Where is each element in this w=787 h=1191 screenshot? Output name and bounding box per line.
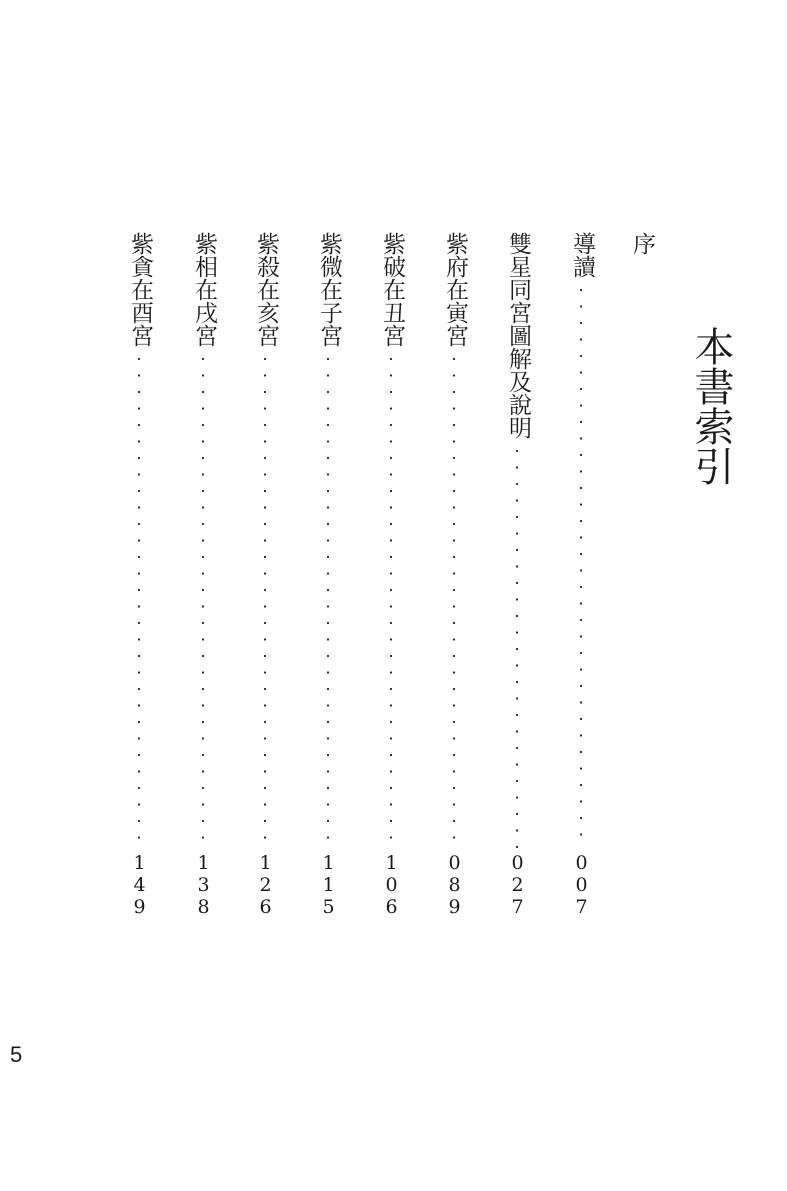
leader-dot — [138, 424, 140, 426]
leader-dot — [138, 754, 140, 756]
toc-page-number: 126 — [254, 852, 277, 918]
leader-dot — [580, 817, 582, 819]
leader-dot — [390, 836, 392, 838]
leader-dot — [138, 605, 140, 607]
toc-entry-label: 紫貪在酉宮 — [127, 232, 153, 347]
leader-dot — [138, 688, 140, 690]
leader-dot — [580, 619, 582, 621]
leader-dot — [327, 605, 329, 607]
leader-dot — [264, 820, 266, 822]
leader-dot — [264, 506, 266, 508]
leader-dot — [202, 374, 204, 376]
leader-dot — [453, 358, 455, 360]
leader-dot — [390, 671, 392, 673]
leader-dot — [264, 440, 266, 442]
leader-dot — [516, 780, 518, 782]
leader-dot — [516, 846, 518, 848]
leader-dot — [138, 704, 140, 706]
leader-dot — [327, 523, 329, 525]
leader-dot — [516, 648, 518, 650]
leader-dot — [327, 473, 329, 475]
leader-dot — [390, 589, 392, 591]
leader-dot — [453, 457, 455, 459]
leader-dot — [390, 820, 392, 822]
leader-dot — [327, 490, 329, 492]
folio-page-number: 5 — [10, 1042, 23, 1067]
leader-dot — [327, 556, 329, 558]
leader-dot — [264, 572, 266, 574]
leader-dot — [390, 374, 392, 376]
leader-dot — [516, 829, 518, 831]
leader-dot — [580, 470, 582, 472]
leader-dot — [264, 473, 266, 475]
leader-dot — [138, 490, 140, 492]
leader-dot — [264, 523, 266, 525]
leader-dot — [202, 523, 204, 525]
leader-dot — [453, 836, 455, 838]
leader-dot — [327, 407, 329, 409]
leader-dot — [453, 655, 455, 657]
leader-dot — [327, 820, 329, 822]
leader-dot — [202, 803, 204, 805]
leader-dot — [390, 490, 392, 492]
leader-dot — [390, 457, 392, 459]
leader-dot — [580, 569, 582, 571]
leader-dot — [202, 787, 204, 789]
leader-dot — [580, 602, 582, 604]
leader-dot — [327, 688, 329, 690]
toc-entry-label: 紫微在子宮 — [316, 232, 342, 347]
leader-dot — [516, 631, 518, 633]
leader-dot — [453, 704, 455, 706]
leader-dot — [453, 688, 455, 690]
leader-dot — [580, 652, 582, 654]
leader-dot — [202, 836, 204, 838]
leader-dot — [327, 539, 329, 541]
leader-dot — [580, 685, 582, 687]
leader-dot — [580, 833, 582, 835]
leader-dot — [516, 582, 518, 584]
leader-dot — [516, 714, 518, 716]
leader-dot — [516, 730, 518, 732]
leader-dot — [138, 374, 140, 376]
leader-dot — [580, 305, 582, 307]
leader-dot — [202, 556, 204, 558]
leader-dot — [138, 358, 140, 360]
leader-dot — [453, 737, 455, 739]
leader-dot — [202, 424, 204, 426]
leader-dot — [327, 506, 329, 508]
toc-page-number: 089 — [443, 852, 466, 918]
leader-dot — [327, 655, 329, 657]
leader-dot — [264, 391, 266, 393]
leader-dot — [453, 803, 455, 805]
leader-dot — [202, 737, 204, 739]
leader-dot — [516, 483, 518, 485]
leader-dot — [580, 322, 582, 324]
leader-dot — [390, 638, 392, 640]
leader-dot — [327, 358, 329, 360]
leader-dot — [138, 407, 140, 409]
leader-dot — [202, 638, 204, 640]
leader-dot — [580, 404, 582, 406]
leader-dot — [390, 358, 392, 360]
leader-dot — [264, 622, 266, 624]
leader-dot — [390, 407, 392, 409]
leader-dot — [138, 737, 140, 739]
leader-dot — [264, 556, 266, 558]
toc-title-text: 本書索引 — [688, 326, 734, 486]
leader-dot — [202, 391, 204, 393]
leader-dot — [138, 787, 140, 789]
leader-dot — [453, 721, 455, 723]
leader-dot — [580, 338, 582, 340]
leader-dot — [580, 421, 582, 423]
leader-dot — [327, 737, 329, 739]
leader-dot — [138, 638, 140, 640]
leader-dot — [327, 770, 329, 772]
leader-dot — [138, 556, 140, 558]
leader-dot — [453, 506, 455, 508]
leader-dot — [390, 721, 392, 723]
leader-dot — [390, 523, 392, 525]
leader-dot — [264, 688, 266, 690]
leader-dot — [453, 374, 455, 376]
leader-dot — [138, 721, 140, 723]
leader-dot — [138, 622, 140, 624]
leader-dot — [264, 737, 266, 739]
leader-dot — [453, 539, 455, 541]
leader-dot — [390, 803, 392, 805]
leader-dot — [516, 516, 518, 518]
leader-dot — [516, 565, 518, 567]
leader-dot — [202, 358, 204, 360]
toc-page-number: 027 — [506, 852, 529, 918]
leader-dot — [138, 803, 140, 805]
leader-dot — [390, 539, 392, 541]
leader-dot — [580, 371, 582, 373]
leader-dot — [202, 473, 204, 475]
leader-dot — [264, 770, 266, 772]
leader-dot — [516, 763, 518, 765]
leader-dot — [327, 721, 329, 723]
leader-dot — [327, 374, 329, 376]
toc-entry-label: 紫府在寅宮 — [442, 232, 468, 347]
leader-dot — [390, 787, 392, 789]
leader-dot — [327, 704, 329, 706]
leader-dot — [516, 681, 518, 683]
leader-dot — [453, 424, 455, 426]
leader-dot — [390, 655, 392, 657]
toc-entry-label: 雙星同宮圖解及說明 — [505, 232, 531, 439]
toc-page-number: 007 — [570, 852, 593, 918]
leader-dot — [138, 457, 140, 459]
leader-dot — [453, 787, 455, 789]
leader-dot — [138, 473, 140, 475]
leader-dot — [264, 358, 266, 360]
leader-dot — [580, 536, 582, 538]
leader-dot — [390, 391, 392, 393]
toc-entry-label: 紫殺在亥宮 — [253, 232, 279, 347]
leader-dot — [264, 754, 266, 756]
leader-dot — [390, 556, 392, 558]
leader-dot — [453, 440, 455, 442]
leader-dot — [390, 622, 392, 624]
leader-dot — [327, 754, 329, 756]
leader-dot — [327, 424, 329, 426]
leader-dot — [580, 668, 582, 670]
leader-dot — [202, 721, 204, 723]
leader-dot — [453, 523, 455, 525]
toc-entry-label: 紫破在丑宮 — [379, 232, 405, 347]
leader-dot — [202, 820, 204, 822]
leader-dot — [264, 836, 266, 838]
leader-dot — [390, 688, 392, 690]
leader-dot — [264, 803, 266, 805]
leader-dot — [453, 572, 455, 574]
leader-dot — [516, 615, 518, 617]
leader-dot — [202, 671, 204, 673]
leader-dot — [580, 784, 582, 786]
leader-dot — [202, 655, 204, 657]
leader-dot — [453, 820, 455, 822]
leader-dot — [580, 520, 582, 522]
leader-dot — [390, 605, 392, 607]
leader-dot — [390, 473, 392, 475]
leader-dot — [138, 506, 140, 508]
leader-dot — [138, 523, 140, 525]
leader-dot — [264, 374, 266, 376]
toc-page-number: 149 — [128, 852, 151, 918]
leader-dot — [516, 598, 518, 600]
leader-dot — [327, 440, 329, 442]
leader-dot — [390, 572, 392, 574]
leader-dot — [138, 539, 140, 541]
leader-dot — [516, 466, 518, 468]
leader-dot — [202, 605, 204, 607]
leader-dot — [516, 697, 518, 699]
leader-dot — [580, 751, 582, 753]
leader-dot — [138, 820, 140, 822]
leader-dot — [264, 589, 266, 591]
toc-page-number: 138 — [192, 852, 215, 918]
leader-dot — [453, 754, 455, 756]
leader-dot — [453, 407, 455, 409]
leader-dot — [580, 437, 582, 439]
leader-dot — [453, 770, 455, 772]
leader-dot — [390, 506, 392, 508]
leader-dot — [580, 503, 582, 505]
leader-dot — [580, 289, 582, 291]
toc-entry-label: 序 — [629, 232, 655, 255]
leader-dot — [327, 391, 329, 393]
leader-dot — [453, 638, 455, 640]
leader-dot — [138, 770, 140, 772]
leader-dot — [516, 549, 518, 551]
leader-dot — [390, 737, 392, 739]
leader-dot — [327, 589, 329, 591]
leader-dot — [580, 487, 582, 489]
leader-dot — [264, 655, 266, 657]
leader-dot — [264, 490, 266, 492]
leader-dot — [264, 671, 266, 673]
leader-dot — [516, 747, 518, 749]
leader-dot — [453, 622, 455, 624]
leader-dot — [516, 499, 518, 501]
leader-dot — [202, 622, 204, 624]
leader-dot — [516, 796, 518, 798]
leader-dot — [390, 704, 392, 706]
leader-dot — [580, 553, 582, 555]
leader-dot — [264, 638, 266, 640]
leader-dot — [580, 767, 582, 769]
leader-dot — [516, 664, 518, 666]
leader-dot — [453, 671, 455, 673]
leader-dot — [202, 704, 204, 706]
leader-dot — [202, 589, 204, 591]
leader-dot — [580, 388, 582, 390]
leader-dot — [580, 718, 582, 720]
leader-dot — [264, 424, 266, 426]
leader-dot — [202, 407, 204, 409]
leader-dot — [390, 440, 392, 442]
leader-dot — [264, 539, 266, 541]
leader-dot — [202, 490, 204, 492]
leader-dot — [453, 473, 455, 475]
leader-dot — [138, 655, 140, 657]
leader-dot — [453, 391, 455, 393]
leader-dot — [516, 450, 518, 452]
leader-dot — [202, 572, 204, 574]
toc-page-number: 106 — [380, 852, 403, 918]
leader-dot — [138, 836, 140, 838]
leader-dot — [264, 787, 266, 789]
leader-dot — [264, 721, 266, 723]
leader-dot — [264, 407, 266, 409]
leader-dot — [202, 457, 204, 459]
toc-entry-label: 紫相在戌宮 — [191, 232, 217, 347]
leader-dot — [327, 572, 329, 574]
leader-dot — [138, 391, 140, 393]
leader-dot — [327, 622, 329, 624]
leader-dot — [453, 605, 455, 607]
leader-dot — [327, 803, 329, 805]
leader-dot — [516, 813, 518, 815]
leader-dot — [580, 701, 582, 703]
toc-entry-label: 導讀 — [569, 232, 595, 278]
leader-dot — [516, 532, 518, 534]
leader-dot — [138, 440, 140, 442]
leader-dot — [264, 457, 266, 459]
leader-dot — [390, 424, 392, 426]
leader-dot — [138, 671, 140, 673]
leader-dot — [580, 734, 582, 736]
leader-dot — [453, 589, 455, 591]
leader-dot — [453, 556, 455, 558]
toc-page-number: 115 — [317, 852, 340, 918]
leader-dot — [327, 638, 329, 640]
leader-dot — [202, 770, 204, 772]
leader-dot — [202, 539, 204, 541]
leader-dot — [580, 355, 582, 357]
leader-dot — [202, 754, 204, 756]
leader-dot — [580, 635, 582, 637]
leader-dot — [453, 490, 455, 492]
leader-dot — [264, 605, 266, 607]
leader-dot — [580, 800, 582, 802]
leader-dot — [327, 836, 329, 838]
leader-dot — [202, 506, 204, 508]
leader-dot — [390, 770, 392, 772]
leader-dot — [327, 787, 329, 789]
leader-dot — [580, 454, 582, 456]
leader-dot — [580, 586, 582, 588]
leader-dot — [327, 457, 329, 459]
leader-dot — [264, 704, 266, 706]
leader-dot — [138, 589, 140, 591]
leader-dot — [390, 754, 392, 756]
leader-dot — [202, 440, 204, 442]
leader-dot — [138, 572, 140, 574]
leader-dot — [202, 688, 204, 690]
leader-dot — [327, 671, 329, 673]
